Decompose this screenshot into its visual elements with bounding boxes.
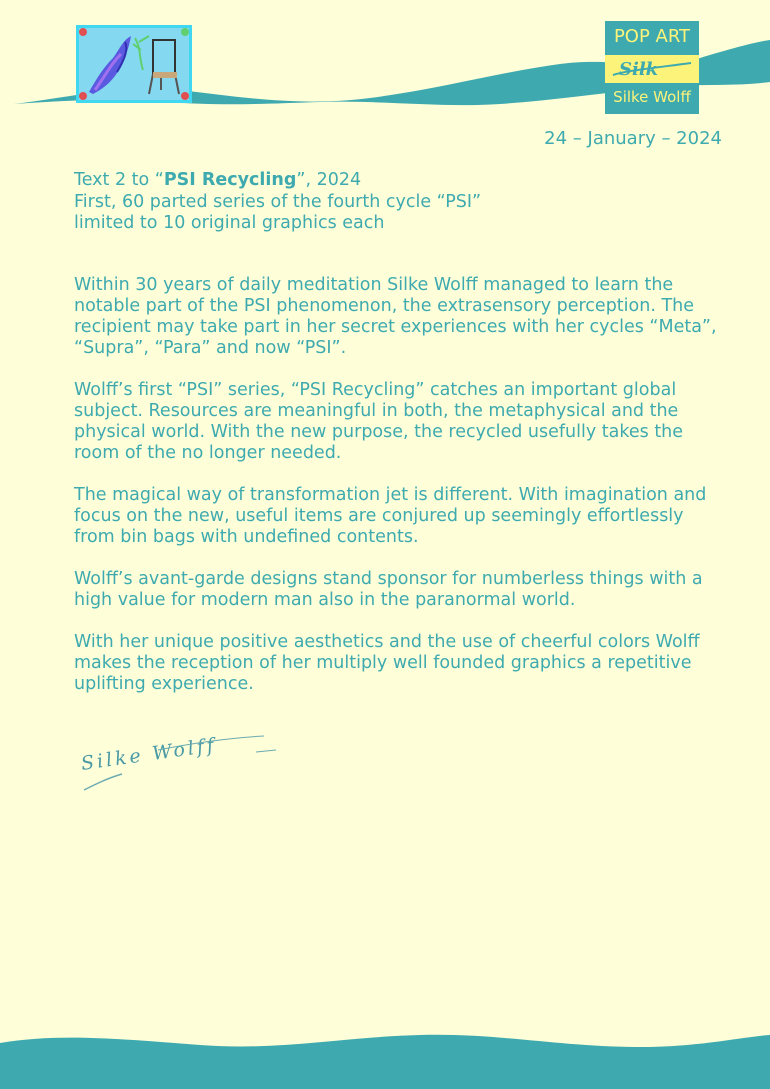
body-paragraph: Within 30 years of daily meditation Silke Wolff managed to learn the notable part of the PSI phenomenon, the extrasensory perception. The recipient may take part in her secret experiences with her cycles “Meta”, “Supra”, “Para” and now “PSI”.	[74, 275, 717, 358]
body-paragraph: Wolff’s first “PSI” series, “PSI Recycling” catches an important global subject. Resources are meaningful in both, the metaphysical and the physical world. With the new purpose, the recycled usefully takes the room of the no longer needed.	[74, 380, 684, 463]
logo-name-text: Silke Wolff	[613, 88, 691, 106]
heading-edition-line: limited to 10 original graphics each	[74, 213, 385, 233]
heading-title-line: Text 2 to “PSI Recycling”, 2024	[74, 170, 362, 190]
body-paragraph: The magical way of transformation jet is different. With imagination and focus on the new, useful items are conjured up seemingly effortlessly from bin bags with undefined contents.	[74, 485, 707, 547]
logo-silk-text: Silk	[619, 59, 659, 80]
document-heading	[74, 170, 714, 235]
document-date: 24 – January – 2024	[544, 128, 722, 149]
series-title: PSI Recycling	[163, 170, 297, 190]
body-paragraph: Wolff’s avant-garde designs stand sponsor for numberless things with a high value for modern man also in the paranormal world.	[74, 569, 703, 610]
footer-wave	[0, 1029, 770, 1089]
silke-wolff-logo	[605, 21, 699, 114]
logo-pop-art-text: POP ART	[613, 26, 691, 47]
heading-series-line: First, 60 parted series of the fourth cycle “PSI”	[74, 191, 482, 212]
svg-text:Silke Wolff: Silke Wolff	[79, 734, 219, 775]
handwritten-signature	[78, 728, 283, 798]
artwork-thumbnail	[76, 25, 192, 103]
logo-signature-band	[605, 55, 699, 83]
document-body	[74, 275, 729, 716]
body-paragraph: With her unique positive aesthetics and the use of cheerful colors Wolff makes the reception of her multiply well founded graphics a repetitive uplifting experience.	[74, 632, 700, 694]
